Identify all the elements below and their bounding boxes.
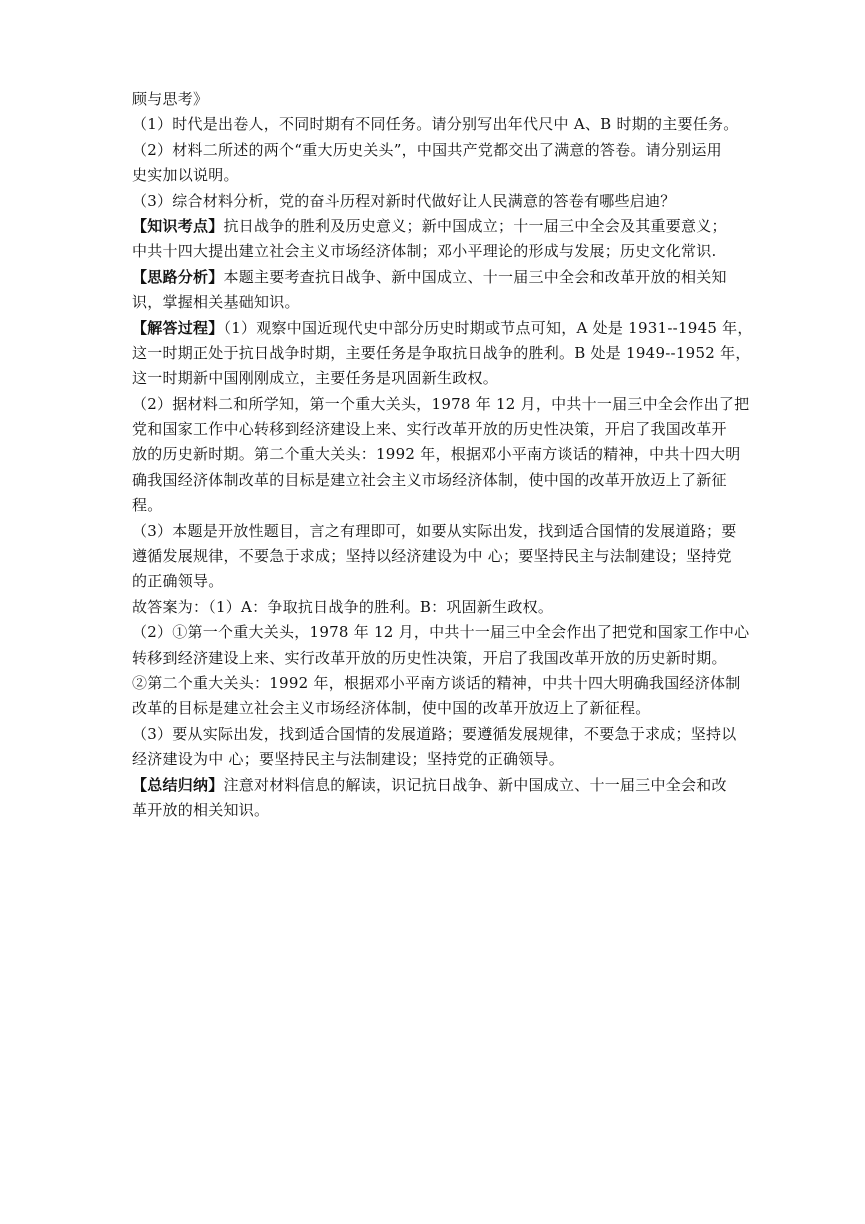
- line-07: [132, 239, 734, 264]
- line-28: [132, 773, 734, 798]
- line-12: [132, 366, 734, 391]
- line-19: [132, 544, 734, 569]
- line-text: 转移到经济建设上来、实行改革开放的历史性决策，开启了我国改革开放的历史新时期。: [132, 648, 727, 667]
- line-21: [132, 595, 734, 620]
- question-2-text: （2）材料二所述的两个“重大历史关头”，中国共产党都交出了满意的答卷。请分别运用: [132, 140, 722, 159]
- line-text: 识，掌握相关基础知识。: [132, 293, 300, 312]
- line-01: [132, 87, 734, 112]
- question-3-text: （3）综合材料分析，党的奋斗历程对新时代做好让人民满意的答卷有哪些启迪？: [132, 191, 676, 210]
- document-page: [132, 87, 753, 823]
- line-text: 中共十四大提出建立社会主义市场经济体制；邓小平理论的形成与发展；历史文化常识.: [132, 242, 717, 261]
- question-1-text: （1）时代是出卷人，不同时期有不同任务。请分别写出年代尺中 A、B 时期的主要任务。: [132, 115, 739, 134]
- line-17: [132, 493, 734, 518]
- line-09: [132, 290, 734, 315]
- line-26: [132, 722, 737, 747]
- line-text: 史实加以说明。: [132, 166, 239, 185]
- line-text: 经济建设为中 心；要坚持民主与法制建设；坚持党的正确领导。: [132, 750, 565, 769]
- line-text: 顾与思考》: [132, 90, 209, 108]
- line-text: 革开放的相关知识。: [132, 800, 270, 819]
- line-22: [132, 620, 750, 645]
- line-27: [132, 747, 734, 772]
- line-08: [132, 265, 734, 290]
- line-text: 程。: [132, 496, 163, 515]
- analysis-text: 本题主要考查抗日战争、新中国成立、十一届三中全会和改革开放的相关知: [223, 267, 727, 286]
- line-text: 改革的目标是建立社会主义市场经济体制，使中国的改革开放迈上了新征程。: [132, 699, 651, 718]
- line-15: [132, 442, 741, 467]
- line-text: 党和国家工作中心转移到经济建设上来、实行改革开放的历史性决策，开启了我国改革开: [132, 420, 727, 439]
- line-text: 的正确领导。: [132, 572, 224, 591]
- knowledge-points-tag: 【知识考点】: [132, 216, 224, 235]
- line-text: （2）据材料二和所学知，第一个重大关头，1978 年 12 月，中共十一届三中全会作出了把: [132, 394, 750, 413]
- analysis-tag: 【思路分析】: [132, 267, 224, 286]
- line-text: 这一时期新中国刚刚成立，主要任务是巩固新生政权。: [132, 369, 499, 388]
- summary-text: 注意对材料信息的解读，识记抗日战争、新中国成立、十一届三中全会和改: [223, 775, 727, 794]
- line-11: [132, 341, 751, 366]
- summary-tag: 【总结归纳】: [132, 775, 224, 794]
- answer-text: 故答案为：（1）A：争取抗日战争的胜利。B：巩固新生政权。: [132, 597, 554, 616]
- line-23: [132, 646, 734, 671]
- line-05: [132, 189, 734, 214]
- line-text: （3）本题是开放性题目，言之有理即可，如要从实际出发，找到适合国情的发展道路；要: [132, 521, 737, 540]
- line-text: （2）①第一个重大关头，1978 年 12 月，中共十一届三中全会作出了把党和国家工作中心: [132, 623, 750, 642]
- line-text: 遵循发展规律，不要急于求成；坚持以经济建设为中 心；要坚持民主与法制建设；坚持党: [132, 547, 732, 566]
- line-06: [132, 214, 734, 239]
- line-16: [132, 468, 734, 493]
- line-20: [132, 569, 734, 594]
- line-text: 这一时期正处于抗日战争时期，主要任务是争取抗日战争的胜利。B 处是 1949--1952 年，: [132, 343, 751, 362]
- solution-tag: 【解答过程】: [132, 318, 224, 337]
- solution-text: （1）观察中国近现代史中部分历史时期或节点可知，A 处是 1931--1945 年，: [223, 318, 753, 337]
- knowledge-points-text: 抗日战争的胜利及历史意义；新中国成立；十一届三中全会及其重要意义；: [223, 216, 727, 235]
- line-03: [132, 138, 734, 163]
- line-02: [132, 112, 739, 137]
- line-29: [132, 798, 734, 823]
- line-text: ②第二个重大关头：1992 年，根据邓小平南方谈话的精神，中共十四大明确我国经济体制: [132, 673, 741, 692]
- line-text: 确我国经济体制改革的目标是建立社会主义市场经济体制，使中国的改革开放迈上了新征: [132, 470, 727, 489]
- line-18: [132, 519, 737, 544]
- line-14: [132, 417, 734, 442]
- line-04: [132, 163, 734, 188]
- line-text: （3）要从实际出发，找到适合国情的发展道路；要遵循发展规律，不要急于求成；坚持以: [132, 724, 737, 743]
- line-10: [132, 316, 753, 341]
- line-13: [132, 392, 750, 417]
- line-25: [132, 696, 734, 721]
- line-24: [132, 671, 741, 696]
- line-text: 放的历史新时期。第二个重大关头：1992 年，根据邓小平南方谈话的精神，中共十四大明: [132, 445, 741, 464]
